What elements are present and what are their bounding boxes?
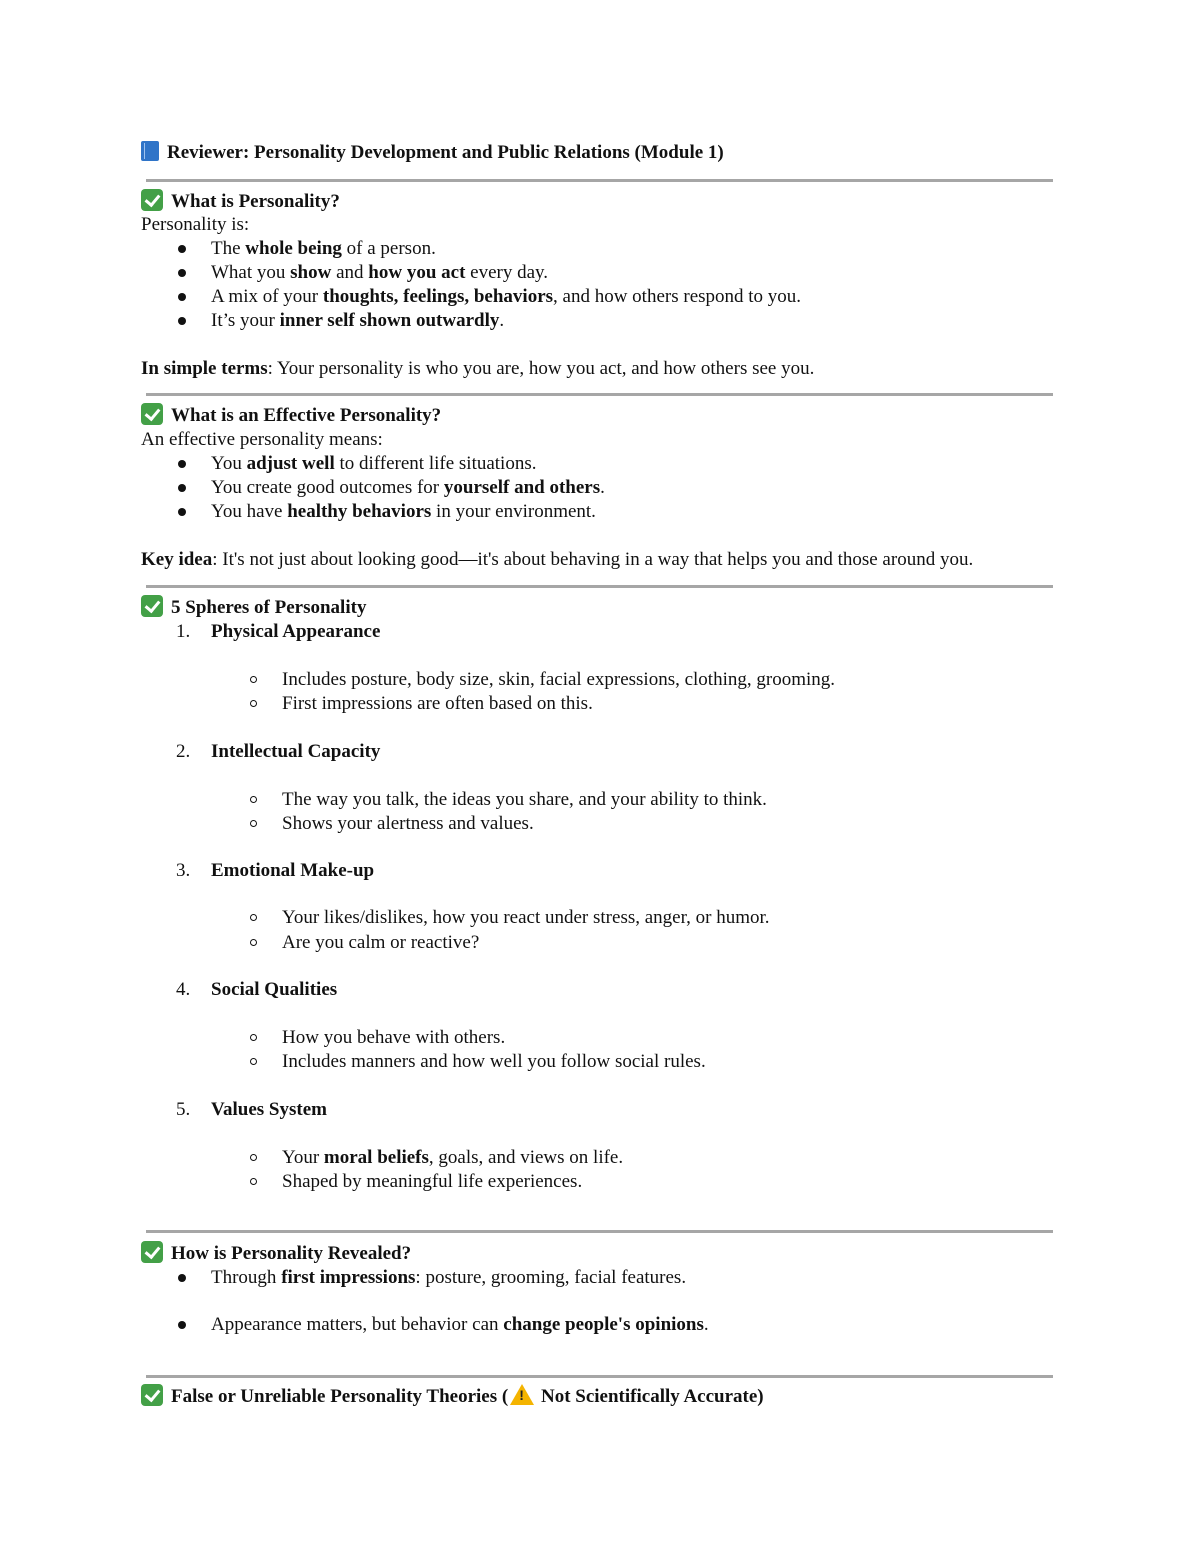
check-mark-icon (141, 1384, 163, 1406)
divider (146, 393, 1053, 396)
document-title (141, 141, 724, 165)
bullet-icon (178, 460, 186, 468)
bullet-icon (178, 1274, 186, 1282)
list-number: 3. (176, 860, 191, 881)
sub-list-item: Your moral beliefs, goals, and views on life. (282, 1147, 624, 1168)
hollow-bullet-icon (250, 796, 257, 803)
list-number: 2. (176, 741, 191, 762)
sub-list-item: Includes posture, body size, skin, facial expressions, clothing, grooming. (282, 669, 836, 690)
list-item: A mix of your thoughts, feelings, behaviors, and how others respond to you. (211, 286, 802, 307)
list-item: Appearance matters, but behavior can change people's opinions. (211, 1314, 709, 1335)
bullet-icon (178, 293, 186, 301)
sub-list-item: How you behave with others. (282, 1027, 506, 1048)
sub-list-item: Are you calm or reactive? (282, 932, 480, 953)
summary-paragraph: In simple terms: Your personality is who you are, how you act, and how others see you. (141, 358, 815, 379)
check-mark-icon (141, 1241, 163, 1263)
list-item: The whole being of a person. (211, 238, 436, 259)
list-item: You create good outcomes for yourself and others. (211, 477, 605, 498)
hollow-bullet-icon (250, 700, 257, 707)
sub-list-item: Shows your alertness and values. (282, 813, 534, 834)
hollow-bullet-icon (250, 1058, 257, 1065)
list-item: Through first impressions: posture, grooming, facial features. (211, 1267, 687, 1288)
sphere-title: Values System (211, 1099, 327, 1120)
list-number: 5. (176, 1099, 191, 1120)
divider (146, 179, 1053, 182)
bullet-icon (178, 317, 186, 325)
check-mark-icon (141, 189, 163, 211)
hollow-bullet-icon (250, 820, 257, 827)
warning-icon (510, 1384, 534, 1405)
hollow-bullet-icon (250, 1034, 257, 1041)
section-intro: Personality is: (141, 214, 250, 235)
bullet-icon (178, 1321, 186, 1329)
section-heading-spheres: 5 Spheres of Personality (141, 595, 366, 620)
list-number: 4. (176, 979, 191, 1000)
check-mark-icon (141, 403, 163, 425)
key-idea-paragraph: Key idea: It's not just about looking good—it's about behaving in a way that helps you and those around you. (141, 549, 974, 570)
bullet-icon (178, 269, 186, 277)
hollow-bullet-icon (250, 1154, 257, 1161)
sphere-title: Intellectual Capacity (211, 741, 381, 762)
sphere-title: Emotional Make-up (211, 860, 375, 881)
divider (146, 1375, 1053, 1378)
hollow-bullet-icon (250, 1178, 257, 1185)
check-mark-icon (141, 595, 163, 617)
sub-list-item: Your likes/dislikes, how you react under stress, anger, or humor. (282, 907, 770, 928)
sphere-title: Social Qualities (211, 979, 338, 1000)
document-title-text: Reviewer: Personality Development and Public Relations (Module 1) (167, 142, 724, 163)
list-number: 1. (176, 621, 191, 642)
divider (146, 585, 1053, 588)
list-item: What you show and how you act every day. (211, 262, 549, 283)
section-heading-revealed: How is Personality Revealed? (141, 1241, 411, 1266)
section-intro: An effective personality means: (141, 429, 383, 450)
hollow-bullet-icon (250, 676, 257, 683)
blue-book-icon (141, 141, 159, 161)
list-item: You have healthy behaviors in your environment. (211, 501, 596, 522)
bullet-icon (178, 508, 186, 516)
divider (146, 1230, 1053, 1233)
list-item: You adjust well to different life situations. (211, 453, 537, 474)
section-heading-personality: What is Personality? (141, 189, 340, 214)
bullet-icon (178, 245, 186, 253)
hollow-bullet-icon (250, 939, 257, 946)
sub-list-item: Shaped by meaningful life experiences. (282, 1171, 583, 1192)
sphere-title: Physical Appearance (211, 621, 381, 642)
section-heading-effective-personality: What is an Effective Personality? (141, 403, 441, 428)
list-item: It’s your inner self shown outwardly. (211, 310, 505, 331)
bullet-icon (178, 484, 186, 492)
section-heading-false-theories: False or Unreliable Personality Theories (! Not Scientifically Accurate) (141, 1384, 764, 1409)
hollow-bullet-icon (250, 914, 257, 921)
sub-list-item: The way you talk, the ideas you share, and your ability to think. (282, 789, 767, 810)
sub-list-item: First impressions are often based on this. (282, 693, 593, 714)
sub-list-item: Includes manners and how well you follow social rules. (282, 1051, 706, 1072)
